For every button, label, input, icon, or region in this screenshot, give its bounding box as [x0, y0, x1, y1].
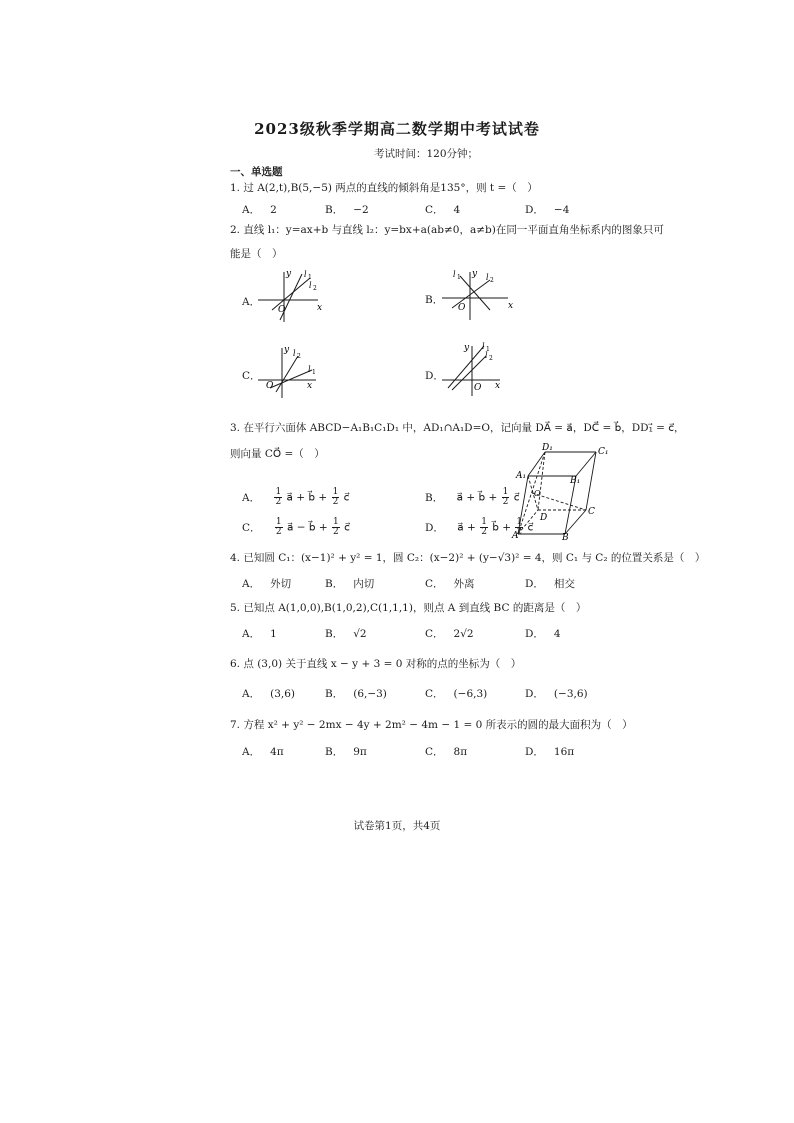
- option-text: (6,−3): [353, 688, 387, 700]
- numerator: 1: [516, 517, 523, 527]
- option-text: −2: [353, 204, 369, 216]
- option-term: a⃗ + b⃗ +: [286, 491, 328, 504]
- origin-label: O: [474, 383, 482, 393]
- question-5-option-d: [525, 626, 561, 641]
- question-text: 已知圆 C₁：(x−1)² + y² = 1，圆 C₂：(x−2)² + (y−√3)² = 4，则 C₁ 与 C₂ 的位置关系是（ ）: [243, 552, 706, 564]
- y-label: y: [472, 269, 478, 279]
- option-text: 16π: [553, 746, 575, 758]
- question-2-option-c: C．: [242, 370, 261, 382]
- question-5-stem: [230, 600, 586, 615]
- question-text: 点 (3,0) 关于直线 x − y + 3 = 0 对称的点的坐标为（ ）: [243, 658, 522, 670]
- question-7-option-b: [325, 744, 367, 759]
- option-letter: C．: [242, 521, 261, 534]
- option-letter: C．: [425, 746, 444, 758]
- l1-subscript: 1: [312, 369, 316, 376]
- x-label: x: [508, 301, 514, 311]
- fraction: [515, 518, 523, 537]
- option-letter: A．: [242, 491, 261, 504]
- question-2-stem-continued: 能是（ ）: [230, 248, 283, 260]
- option-text: 1: [270, 628, 277, 640]
- option-text: (−6,3): [453, 688, 488, 700]
- numerator: 1: [481, 517, 487, 527]
- option-letter: D．: [425, 521, 444, 534]
- l1-subscript: 1: [486, 346, 490, 353]
- denominator: 2: [481, 527, 487, 537]
- option-text: 8π: [453, 746, 468, 758]
- option-letter: D．: [525, 746, 544, 758]
- line-l2: [276, 356, 298, 392]
- l2-subscript: 2: [313, 285, 317, 292]
- option-letter: C．: [425, 628, 444, 640]
- denominator: 2: [275, 527, 282, 537]
- l1-label: l: [482, 342, 485, 351]
- option-letter: B．: [425, 491, 444, 504]
- question-7-stem: [230, 717, 633, 732]
- l1-label: l: [453, 270, 456, 279]
- page-footer: 试卷第1页，共4页: [353, 820, 441, 832]
- option-text: −4: [553, 204, 570, 216]
- question-2-stem: [230, 222, 664, 237]
- question-4-option-d: [525, 576, 575, 591]
- option-letter: A．: [242, 628, 261, 640]
- option-letter: D．: [525, 204, 544, 216]
- option-letter: A．: [242, 578, 261, 590]
- question-number: 1.: [230, 182, 241, 194]
- option-letter: B．: [325, 204, 344, 216]
- option-term: a⃗ + b⃗ +: [456, 491, 498, 504]
- x-label: x: [307, 381, 313, 391]
- denominator: 2: [502, 497, 509, 507]
- label-d1: D₁: [542, 443, 553, 453]
- option-term: b⃗ +: [492, 521, 512, 534]
- label-a: A: [512, 531, 519, 540]
- question-1-option-c: [425, 202, 460, 217]
- label-a1: A₁: [516, 471, 527, 481]
- question-3-stem: [230, 420, 685, 435]
- denominator: 2: [516, 527, 523, 537]
- option-text: 4π: [270, 746, 284, 758]
- l1-subscript: 1: [457, 274, 461, 281]
- option-text: 4: [453, 204, 461, 216]
- fraction: [332, 518, 340, 537]
- fraction: [480, 518, 488, 537]
- option-text: 内切: [353, 578, 375, 590]
- numerator: 1: [275, 517, 282, 527]
- y-label: y: [286, 269, 292, 279]
- option-term: a⃗ − b⃗ +: [286, 521, 328, 534]
- l2-label: l: [293, 349, 296, 358]
- option-letter: C．: [425, 204, 444, 216]
- y-label: y: [464, 343, 470, 353]
- l2-label: l: [486, 273, 489, 282]
- l1-label: l: [308, 365, 311, 374]
- line-l1: [270, 370, 312, 388]
- option-text: 9π: [353, 746, 367, 758]
- option-letter: B．: [325, 578, 344, 590]
- option-text: 2√2: [453, 628, 474, 640]
- option-letter: B．: [325, 746, 344, 758]
- denominator: 2: [275, 497, 282, 507]
- question-6-option-d: [525, 686, 588, 701]
- question-number: 6.: [230, 658, 241, 670]
- origin-label: O: [278, 305, 286, 315]
- exam-title: 2023级秋季学期高二数学期中考试试卷: [254, 120, 540, 138]
- question-1-option-d: [525, 202, 569, 217]
- numerator: 1: [332, 487, 339, 497]
- option-letter: A．: [242, 746, 261, 758]
- graph-option-c: [256, 342, 332, 400]
- l2-subscript: 2: [490, 277, 494, 284]
- option-term: a⃗ +: [457, 521, 476, 534]
- fraction: [275, 518, 283, 537]
- question-5-option-b: [325, 626, 367, 641]
- question-7-option-c: [425, 744, 467, 759]
- fraction: [332, 488, 340, 507]
- question-3-option-b: [425, 488, 519, 507]
- question-2-option-a: A．: [242, 296, 261, 308]
- numerator: 1: [333, 517, 339, 527]
- fraction: [274, 488, 282, 507]
- origin-label: O: [266, 381, 274, 391]
- question-2-option-d: D．: [425, 370, 444, 382]
- question-3-stem-continued: 则向量 CO⃗ =（ ）: [230, 448, 325, 460]
- option-letter: D．: [525, 578, 544, 590]
- exam-time: 考试时间：120分钟；: [374, 148, 479, 160]
- label-c: C: [588, 507, 595, 517]
- l1-label: l: [304, 270, 307, 279]
- option-text: (3,6): [270, 688, 295, 700]
- section-heading: 一、单选题: [230, 166, 283, 178]
- graph-option-a: [256, 266, 332, 324]
- question-7-option-a: [242, 744, 284, 759]
- option-text: 外离: [453, 578, 475, 590]
- denominator: 2: [333, 527, 339, 537]
- option-letter: A．: [242, 204, 261, 216]
- question-number: 4.: [230, 552, 241, 564]
- question-number: 5.: [230, 602, 241, 614]
- question-text: 过 A(2,t),B(5,−5) 两点的直线的倾斜角是135°，则 t =（ ）: [243, 182, 538, 194]
- option-text: 2: [270, 204, 277, 216]
- graph-option-d: [440, 340, 510, 398]
- option-term: c⃗: [343, 491, 350, 504]
- option-letter: B．: [325, 688, 344, 700]
- option-letter: D．: [525, 628, 544, 640]
- option-letter: C．: [425, 578, 444, 590]
- l2-label: l: [309, 281, 312, 290]
- option-text: 4: [553, 628, 561, 640]
- question-text: 在平行六面体 ABCD−A₁B₁C₁D₁ 中，AD₁∩A₁D=O，记向量 DA⃗ = a⃗，DC⃗ = b⃗，DD₁⃗ = c⃗，: [243, 422, 685, 434]
- numerator: 1: [502, 487, 509, 497]
- label-d: D: [540, 513, 548, 523]
- question-5-option-a: [242, 626, 277, 641]
- origin-label: O: [458, 303, 466, 313]
- graph-option-b: [440, 266, 520, 324]
- option-text: 相交: [553, 578, 575, 590]
- l2-subscript: 2: [489, 355, 493, 362]
- question-6-option-b: [325, 686, 387, 701]
- question-7-option-d: [525, 744, 574, 759]
- label-o: O: [534, 489, 541, 498]
- question-text: 直线 l₁：y=ax+b 与直线 l₂：y=bx+a(ab≠0，a≠b)在同一平面直角坐标系内的图象只可: [243, 224, 664, 236]
- question-3-option-c: [242, 518, 350, 537]
- label-c1: C₁: [598, 447, 609, 457]
- question-4-option-a: [242, 576, 291, 591]
- option-text: 外切: [270, 578, 292, 590]
- question-5-option-c: [425, 626, 474, 641]
- label-b: B: [562, 533, 569, 540]
- l2-label: l: [485, 351, 488, 360]
- question-3-option-a: [242, 488, 349, 507]
- question-6-option-a: [242, 686, 295, 701]
- question-number: 7.: [230, 719, 241, 731]
- question-text: 方程 x² + y² − 2mx − 4y + 2m² − 4m − 1 = 0 所表示的圆的最大面积为（ ）: [243, 719, 633, 731]
- l1-subscript: 1: [308, 274, 312, 281]
- question-3-option-d: [425, 518, 533, 537]
- option-letter: A．: [242, 688, 261, 700]
- numerator: 1: [275, 487, 282, 497]
- option-term: c⃗: [513, 491, 520, 504]
- option-text: (−3,6): [553, 688, 588, 700]
- question-1-option-b: [325, 202, 369, 217]
- question-1-option-a: [242, 202, 277, 217]
- question-number: 2.: [230, 224, 241, 236]
- denominator: 2: [332, 497, 339, 507]
- fraction: [502, 488, 510, 507]
- question-1-stem: [230, 180, 538, 195]
- question-text: 已知点 A(1,0,0),B(1,0,2),C(1,1,1)，则点 A 到直线 BC 的距离是（ ）: [243, 602, 587, 614]
- l2-subscript: 2: [297, 353, 301, 360]
- question-6-stem: [230, 656, 521, 671]
- option-letter: C．: [425, 688, 444, 700]
- option-term: c⃗: [344, 521, 350, 534]
- x-label: x: [495, 381, 501, 391]
- question-4-stem: [230, 550, 705, 565]
- option-term: c⃗: [527, 521, 534, 534]
- question-number: 3.: [230, 422, 241, 434]
- question-2-option-b: B．: [425, 294, 444, 306]
- option-letter: B．: [325, 628, 344, 640]
- question-6-option-c: [425, 686, 487, 701]
- y-label: y: [284, 345, 290, 355]
- x-label: x: [317, 303, 323, 313]
- option-text: √2: [353, 628, 367, 640]
- question-4-option-c: [425, 576, 475, 591]
- label-b1: B₁: [570, 476, 581, 486]
- option-letter: D．: [525, 688, 544, 700]
- question-4-option-b: [325, 576, 374, 591]
